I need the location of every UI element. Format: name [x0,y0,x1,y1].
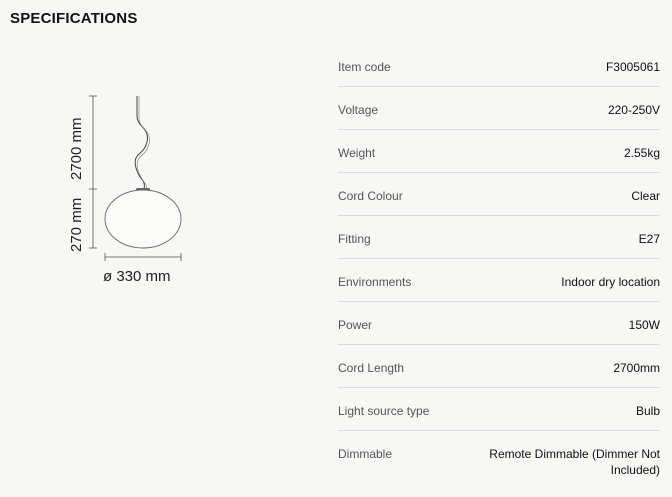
spec-label: Item code [338,60,391,74]
spec-label: Weight [338,146,376,160]
spec-table [338,44,660,487]
spec-value: Indoor dry location [561,275,660,289]
spec-label: Fitting [338,232,371,246]
spec-row-voltage [338,87,660,130]
glass-shade [105,190,181,248]
spec-label: Light source type [338,404,430,418]
spec-label: Voltage [338,103,379,117]
vertical-dimension-line [89,96,97,248]
spec-row-weight [338,130,660,173]
section-title: SPECIFICATIONS [10,10,138,27]
spec-row-environments [338,259,660,302]
spec-label: Cord Colour [338,189,403,203]
spec-value: 220-250V [607,103,660,117]
spec-label: Environments [338,275,412,289]
spec-value: 2.55kg [623,146,660,160]
spec-value: 150W [628,318,660,332]
cord-length-dimension-label: 2700 mm [68,117,85,180]
shade-height-dimension-label: 270 mm [68,197,85,252]
spec-row-cord-length [338,345,660,388]
spec-value: Bulb [635,404,660,418]
spec-row-dimmable [338,431,660,487]
spec-row-cord-colour [338,173,660,216]
spec-value: Remote Dimmable (Dimmer Not Included) [489,447,660,477]
spec-label: Power [338,318,373,332]
spec-label: Dimmable [338,447,393,461]
spec-row-light-source-type [338,388,660,431]
spec-value: Clear [631,189,660,203]
spec-value: F3005061 [605,60,660,74]
spec-value: E27 [638,232,660,246]
suspension-cord [135,96,147,190]
diameter-dimension-label: ø 330 mm [103,268,171,285]
spec-row-fitting [338,216,660,259]
spec-value: 2700mm [613,361,660,375]
spec-row-item-code [338,44,660,87]
spec-label: Cord Length [338,361,405,375]
pendant-dimension-diagram [60,86,200,291]
horizontal-dimension-line [105,253,181,261]
spec-row-power [338,302,660,345]
